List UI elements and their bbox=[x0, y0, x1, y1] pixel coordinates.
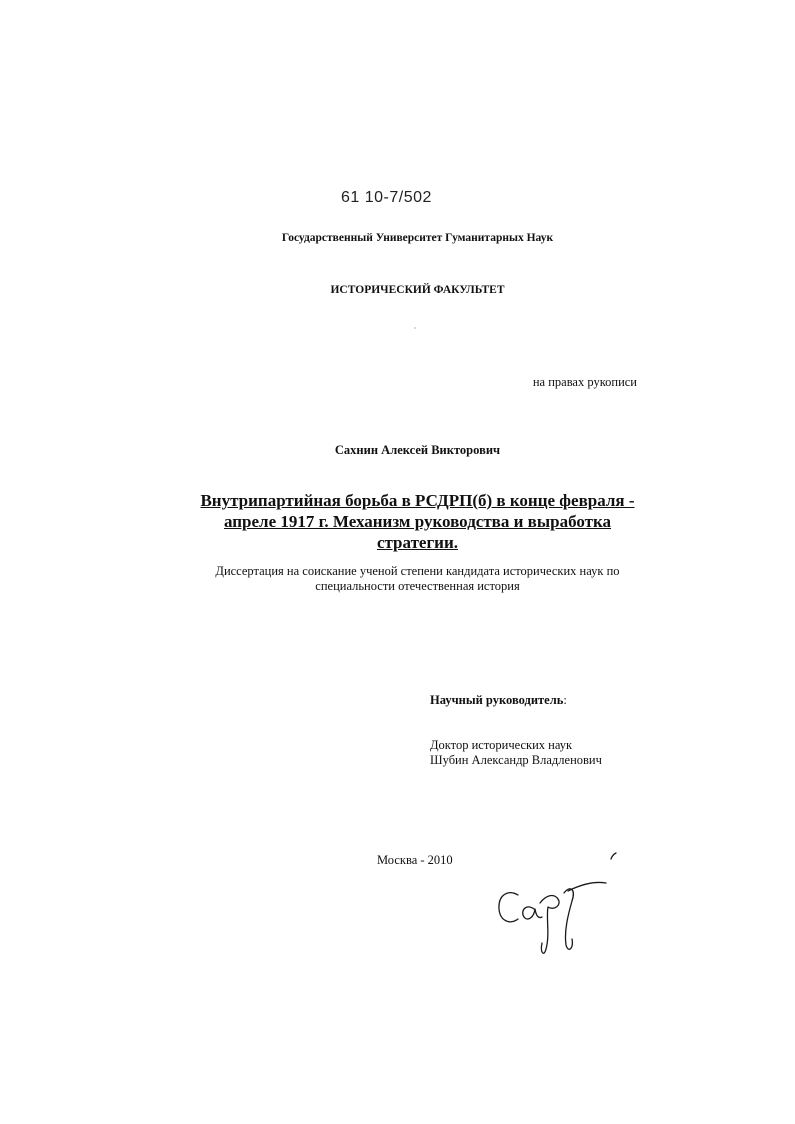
advisor-degree: Доктор исторических наук bbox=[430, 738, 573, 752]
dissertation-title bbox=[190, 490, 645, 553]
title-line: апреле 1917 г. Механизм руководства и выработка bbox=[223, 512, 612, 531]
scan-speck bbox=[414, 327, 416, 329]
handwritten-signature bbox=[480, 845, 620, 965]
city-year: Москва - 2010 bbox=[377, 853, 453, 867]
description-line: Диссертация на соискание ученой степени кандидата исторических наук по bbox=[215, 564, 620, 578]
advisor-name: Шубин Александр Владленович bbox=[430, 753, 602, 767]
advisor-label bbox=[430, 693, 567, 708]
advisor-label-colon: : bbox=[563, 693, 567, 707]
faculty-name: ИСТОРИЧЕСКИЙ ФАКУЛЬТЕТ bbox=[330, 284, 505, 296]
shelf-number: 61 10-7/502 bbox=[341, 189, 432, 206]
description-line: специальности отечественная история bbox=[315, 579, 520, 593]
title-line: стратегии. bbox=[376, 533, 459, 552]
university-name: Государственный Университет Гуманитарных Наук bbox=[281, 232, 554, 244]
dissertation-description bbox=[190, 564, 645, 594]
author-name: Сахнин Алексей Викторович bbox=[334, 443, 501, 457]
advisor-label-text: Научный руководитель bbox=[430, 693, 564, 707]
manuscript-rights-note: на правах рукописи bbox=[532, 375, 637, 389]
title-line: Внутрипартийная борьба в РСДРП(б) в конце февраля - bbox=[200, 491, 635, 510]
